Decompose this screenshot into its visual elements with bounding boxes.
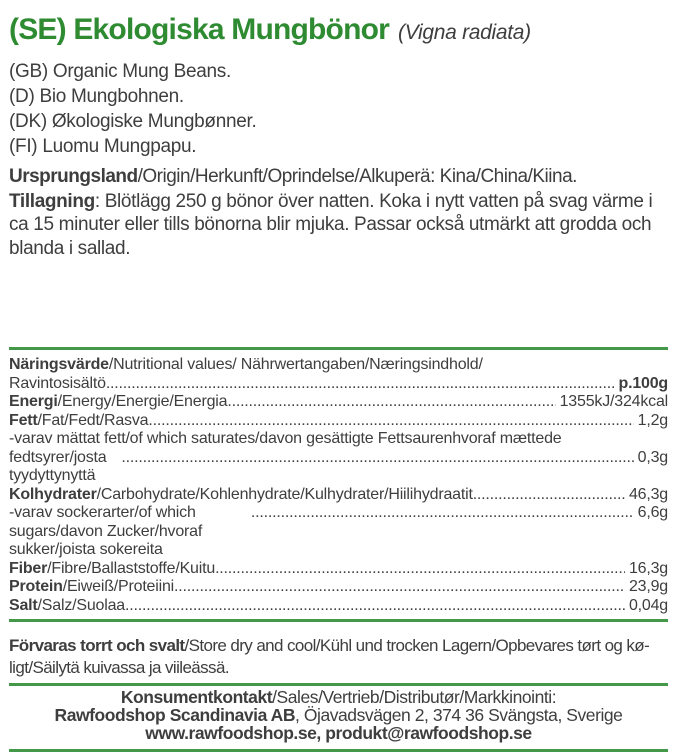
nutrition-row-carbohydrate: Kolhydrater /Carbohydrate/Kohlenhydrate/Kulhydrater/Hiilihydraatit ..... 46,3g <box>9 486 668 505</box>
nutrition-header-line2-label: Ravintosisältö <box>9 374 106 392</box>
fat-value: 1,2g <box>637 411 668 429</box>
translation-d: (D) Bio Mungbohnen. <box>9 86 184 107</box>
translation-gb: (GB) Organic Mung Beans. <box>9 61 231 82</box>
preparation-label: Tillagning <box>9 191 95 212</box>
nutrition-header-line2 <box>9 375 668 394</box>
fibre-value: 16,3g <box>628 559 668 577</box>
dot-leader <box>174 578 625 597</box>
nutrition-row-protein: Protein /Eiweiß/Proteiini ..... 23,9g <box>9 578 668 597</box>
nutrition-row-salt: Salt /Salz/Suolaa ..... 0,04g <box>9 597 668 616</box>
contact-web-email: www.rawfoodshop.se, produkt@rawfoodshop.se <box>145 722 532 743</box>
product-title-row <box>9 14 668 50</box>
contact-label: Konsumentkontakt <box>120 687 273 708</box>
nutrition-row-fibre: Fiber /Fibre/Ballaststoffe/Kuitu ..... 16,3g <box>9 560 668 579</box>
nutrition-row-fat: Fett /Fat/Fedt/Rasva ..... 1,2g <box>9 412 668 431</box>
nutrition-header-bold: Näringsvärde <box>9 356 109 374</box>
nutrition-row-sugars: -varav sockerarter/of which sugars/davon Zucker/hvoraf sukker/joista sokereita ..... 6,6g <box>9 504 668 560</box>
dot-leader <box>125 597 625 616</box>
nutrition-row-saturates-line1: -varav mättat fett/of which saturates/davon gesättigte Fettsaurenhvoraf mættede <box>9 430 562 448</box>
origin-label: Ursprungsland <box>9 166 138 187</box>
saturates-value: 0,3g <box>637 448 668 466</box>
company-name: Rawfoodshop Scandinavia AB <box>54 705 296 726</box>
origin-value: /Origin/Herkunft/Oprindelse/Alkuperä: Kina/China/Kiina. <box>137 166 577 187</box>
species-latin-name: (Vigna radiata) <box>398 21 531 44</box>
salt-value: 0,04g <box>628 596 668 614</box>
dot-leader <box>473 486 625 505</box>
dot-leader <box>227 393 555 412</box>
contact-block <box>9 689 668 742</box>
contact-line2 <box>9 707 668 725</box>
translation-fi: (FI) Luomu Mungpapu. <box>9 136 197 157</box>
nutrition-header-line1 <box>9 356 668 375</box>
dot-leader <box>251 504 634 523</box>
divider-rule-top <box>9 347 668 350</box>
nutrition-row-energy: Energi /Energy/Energie/Energia ..... 1355kJ/324kcal <box>9 393 668 412</box>
nutrition-row-saturates-line2: fedtsyrer/josta tyydyttynyttä ..... 0,3g <box>9 449 668 486</box>
per-100g-value: p.100g <box>618 374 668 392</box>
divider-rule-before-contact <box>9 683 668 686</box>
protein-value: 23,9g <box>628 578 668 596</box>
company-address: , Öjavadsvägen 2, 374 36 Svängsta, Sverige <box>295 705 623 726</box>
storage-instructions <box>9 635 668 679</box>
preparation-text: : Blötlägg 250 g bönor över natten. Koka i nytt vatten på svag värme i ca 15 minuter eller tills bönorna blir mjuka. Passar också utmärkt att grodda och blanda i sallad. <box>9 191 653 259</box>
origin-line <box>9 165 668 189</box>
dot-leader <box>121 449 633 468</box>
product-title: (SE) Ekologiska Mungbönor <box>9 13 390 46</box>
carbohydrate-value: 46,3g <box>628 485 668 503</box>
translation-dk: (DK) Økologiske Mungbønner. <box>9 111 257 132</box>
energy-value: 1355kJ/324kcal <box>559 393 668 411</box>
storage-label: Förvaras torrt och svalt <box>9 636 185 656</box>
dot-leader <box>148 412 633 431</box>
divider-rule-bottom <box>9 749 668 752</box>
divider-rule-after-nutrition <box>9 619 668 622</box>
nutrition-table <box>9 356 668 615</box>
storage-line2: ligt/Säilytä kuivassa ja viileässä. <box>9 658 229 678</box>
sugars-value: 6,6g <box>637 504 668 522</box>
dot-leader <box>106 375 615 394</box>
dot-leader <box>215 560 625 579</box>
preparation-paragraph <box>9 190 654 260</box>
translations-list <box>9 59 668 159</box>
contact-line1: Konsumentkontakt/Sales/Vertrieb/Distributør/Markkinointi: <box>120 687 557 708</box>
nutrition-header-rest: /Nutritional values/ Nährwertangaben/Næringsindhold/ <box>108 356 483 374</box>
storage-line1: Förvaras torrt och svalt/Store dry and cool/Kühl und trocken Lagern/Opbevares tørt og kø- <box>9 636 650 656</box>
